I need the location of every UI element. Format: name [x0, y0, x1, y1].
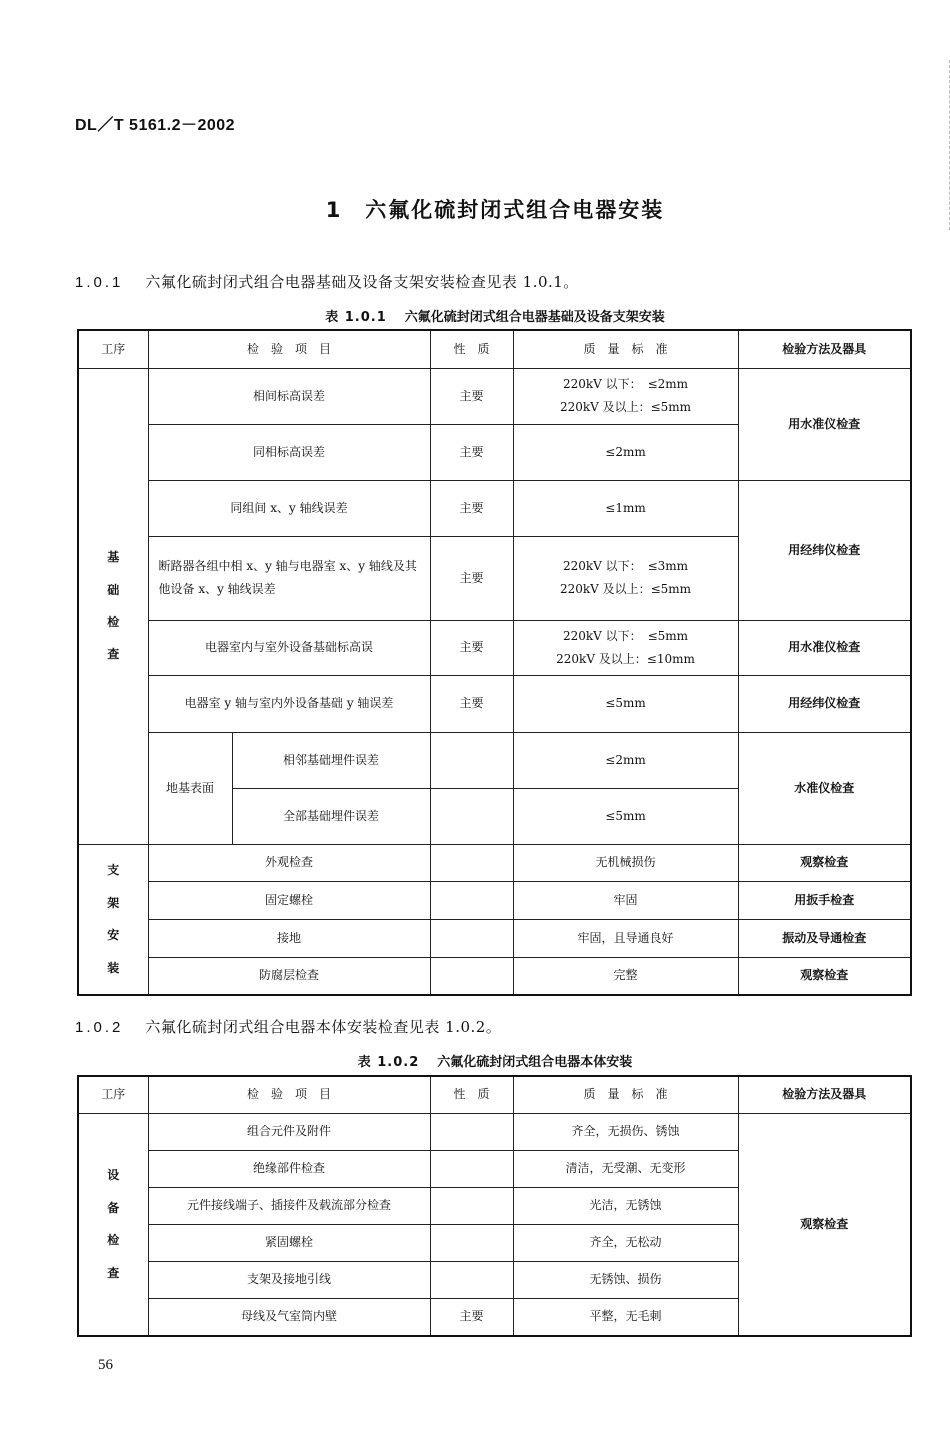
- section-intro-2: [75, 1016, 501, 1037]
- section-intro-1: [75, 271, 579, 292]
- nature-cell: [430, 881, 513, 919]
- table-title: 六氟化硫封闭式组合电器本体安装: [437, 1055, 633, 1070]
- item-cell: 固定螺栓: [148, 881, 430, 919]
- standard-cell: 平整，无毛刺: [513, 1298, 738, 1336]
- item-cell: 断路器各组中相 x、y 轴与电器室 x、y 轴线及其他设备 x、y 轴线误差: [148, 536, 430, 620]
- nature-cell: [430, 1224, 513, 1261]
- standard-cell: 齐全，无松动: [513, 1224, 738, 1261]
- table-header-row: [78, 1076, 911, 1113]
- method-cell: 观察检查: [738, 844, 911, 881]
- standard-cell: 光洁，无锈蚀: [513, 1187, 738, 1224]
- item-cell: 外观检查: [148, 844, 430, 881]
- item-cell: 紧固螺栓: [148, 1224, 430, 1261]
- standard-line: 220kV 以下： ≤5mm: [562, 628, 689, 643]
- nature-cell: [430, 732, 513, 788]
- method-cell: 观察检查: [738, 957, 911, 995]
- header-cell: 性 质: [430, 330, 513, 368]
- section-number: 1.0.1: [75, 274, 124, 291]
- table-title: 六氟化硫封闭式组合电器基础及设备支架安装: [404, 310, 665, 325]
- process-cell-support: 支 架 安 装: [78, 844, 148, 995]
- standard-cell: ≤2mm: [513, 732, 738, 788]
- item-cell: 绝缘部件检查: [148, 1150, 430, 1187]
- standard-cell: 完整: [513, 957, 738, 995]
- nature-cell: 主要: [430, 424, 513, 480]
- header-cell: 性 质: [430, 1076, 513, 1113]
- table-caption-2: [0, 1051, 950, 1070]
- standard-cell: ≤5mm: [513, 788, 738, 844]
- nature-cell: [430, 788, 513, 844]
- nature-cell: [430, 919, 513, 957]
- table-foundation-support: [77, 329, 912, 996]
- table-body-installation: [77, 1075, 912, 1337]
- method-cell: 用扳手检查: [738, 881, 911, 919]
- method-cell: 用经纬仪检查: [738, 675, 911, 732]
- table-row: [78, 620, 911, 675]
- standard-cell: 齐全，无损伤、锈蚀: [513, 1113, 738, 1150]
- standard-cell: ≤1mm: [513, 480, 738, 536]
- header-cell: 质 量 标 准: [513, 1076, 738, 1113]
- item-cell: 支架及接地引线: [148, 1261, 430, 1298]
- nature-cell: 主要: [430, 536, 513, 620]
- method-cell: 观察检查: [738, 1113, 911, 1336]
- nature-cell: 主要: [430, 368, 513, 424]
- nature-cell: [430, 957, 513, 995]
- item-cell: 同组间 x、y 轴线误差: [148, 480, 430, 536]
- standard-cell: ≤2mm: [513, 424, 738, 480]
- standard-cell: [513, 536, 738, 620]
- header-cell: 检 验 项 目: [148, 1076, 430, 1113]
- header-cell: 检 验 项 目: [148, 330, 430, 368]
- header-cell: 工序: [78, 330, 148, 368]
- standard-line: 220kV 及以上：≤5mm: [559, 582, 692, 596]
- table-row: [78, 957, 911, 995]
- standard-line: 220kV 以下： ≤3mm: [562, 559, 689, 574]
- method-cell: 用水准仪检查: [738, 620, 911, 675]
- nature-cell: [430, 1150, 513, 1187]
- item-cell: 全部基础埋件误差: [232, 788, 430, 844]
- page-number: 56: [98, 1357, 113, 1373]
- standard-line: 220kV 及以上：≤5mm: [559, 400, 692, 414]
- section-text: 六氟化硫封闭式组合电器基础及设备支架安装检查见表 1.0.1。: [145, 273, 579, 291]
- nature-cell: 主要: [430, 1298, 513, 1336]
- standard-cell: [513, 368, 738, 424]
- item-cell: 组合元件及附件: [148, 1113, 430, 1150]
- document-code: DL／T 5161.2－2002: [75, 117, 236, 134]
- item-cell: 相邻基础埋件误差: [232, 732, 430, 788]
- table-row: [78, 480, 911, 536]
- table-number: 表 1.0.1: [325, 310, 387, 325]
- nature-cell: [430, 1187, 513, 1224]
- table-row: [78, 368, 911, 424]
- header-cell: 检验方法及器具: [738, 330, 911, 368]
- header-cell: 工序: [78, 1076, 148, 1113]
- nature-cell: 主要: [430, 675, 513, 732]
- section-number: 1.0.2: [75, 1019, 124, 1036]
- ground-surface-cell: 地基表面: [148, 732, 232, 844]
- standard-cell: 无锈蚀、损伤: [513, 1261, 738, 1298]
- table-row: [78, 732, 911, 788]
- method-cell: 用经纬仪检查: [738, 480, 911, 620]
- table-row: [78, 675, 911, 732]
- method-cell: 水准仪检查: [738, 732, 911, 844]
- chapter-title: 1 六氟化硫封闭式组合电器安装: [325, 198, 665, 222]
- standard-line: 220kV 及以上：≤10mm: [556, 651, 695, 666]
- table-caption-1: [0, 306, 950, 325]
- standard-cell: 牢固，且导通良好: [513, 919, 738, 957]
- table-row: [78, 844, 911, 881]
- process-cell-equipment: 设 备 检 查: [78, 1113, 148, 1336]
- header-cell: 检验方法及器具: [738, 1076, 911, 1113]
- nature-cell: 主要: [430, 480, 513, 536]
- item-cell: 接地: [148, 919, 430, 957]
- method-cell: 用水准仪检查: [738, 368, 911, 480]
- table-number: 表 1.0.2: [357, 1055, 420, 1070]
- standard-cell: ≤5mm: [513, 675, 738, 732]
- standard-cell: 牢固: [513, 881, 738, 919]
- item-cell: 电器室 y 轴与室内外设备基础 y 轴误差: [148, 675, 430, 732]
- standard-cell: [513, 620, 738, 675]
- standard-cell: 清洁，无受潮、无变形: [513, 1150, 738, 1187]
- table-row: [78, 919, 911, 957]
- item-cell: 元件接线端子、插接件及载流部分检查: [148, 1187, 430, 1224]
- nature-cell: 主要: [430, 620, 513, 675]
- nature-cell: [430, 844, 513, 881]
- table-header-row: [78, 330, 911, 368]
- item-cell: 防腐层检查: [148, 957, 430, 995]
- section-text: 六氟化硫封闭式组合电器本体安装检查见表 1.0.2。: [145, 1018, 502, 1036]
- nature-cell: [430, 1261, 513, 1298]
- method-cell: 振动及导通检查: [738, 919, 911, 957]
- table-row: [78, 1113, 911, 1150]
- standard-cell: 无机械损伤: [513, 844, 738, 881]
- nature-cell: [430, 1113, 513, 1150]
- item-cell: 同相标高误差: [148, 424, 430, 480]
- item-cell: 电器室内与室外设备基础标高误: [148, 620, 430, 675]
- item-cell: 母线及气室筒内壁: [148, 1298, 430, 1336]
- standard-line: 220kV 以下： ≤2mm: [562, 377, 689, 392]
- table-row: [78, 881, 911, 919]
- item-cell: 相间标高误差: [148, 368, 430, 424]
- process-cell-foundation: 基 础 检 查: [78, 368, 148, 844]
- header-cell: 质 量 标 准: [513, 330, 738, 368]
